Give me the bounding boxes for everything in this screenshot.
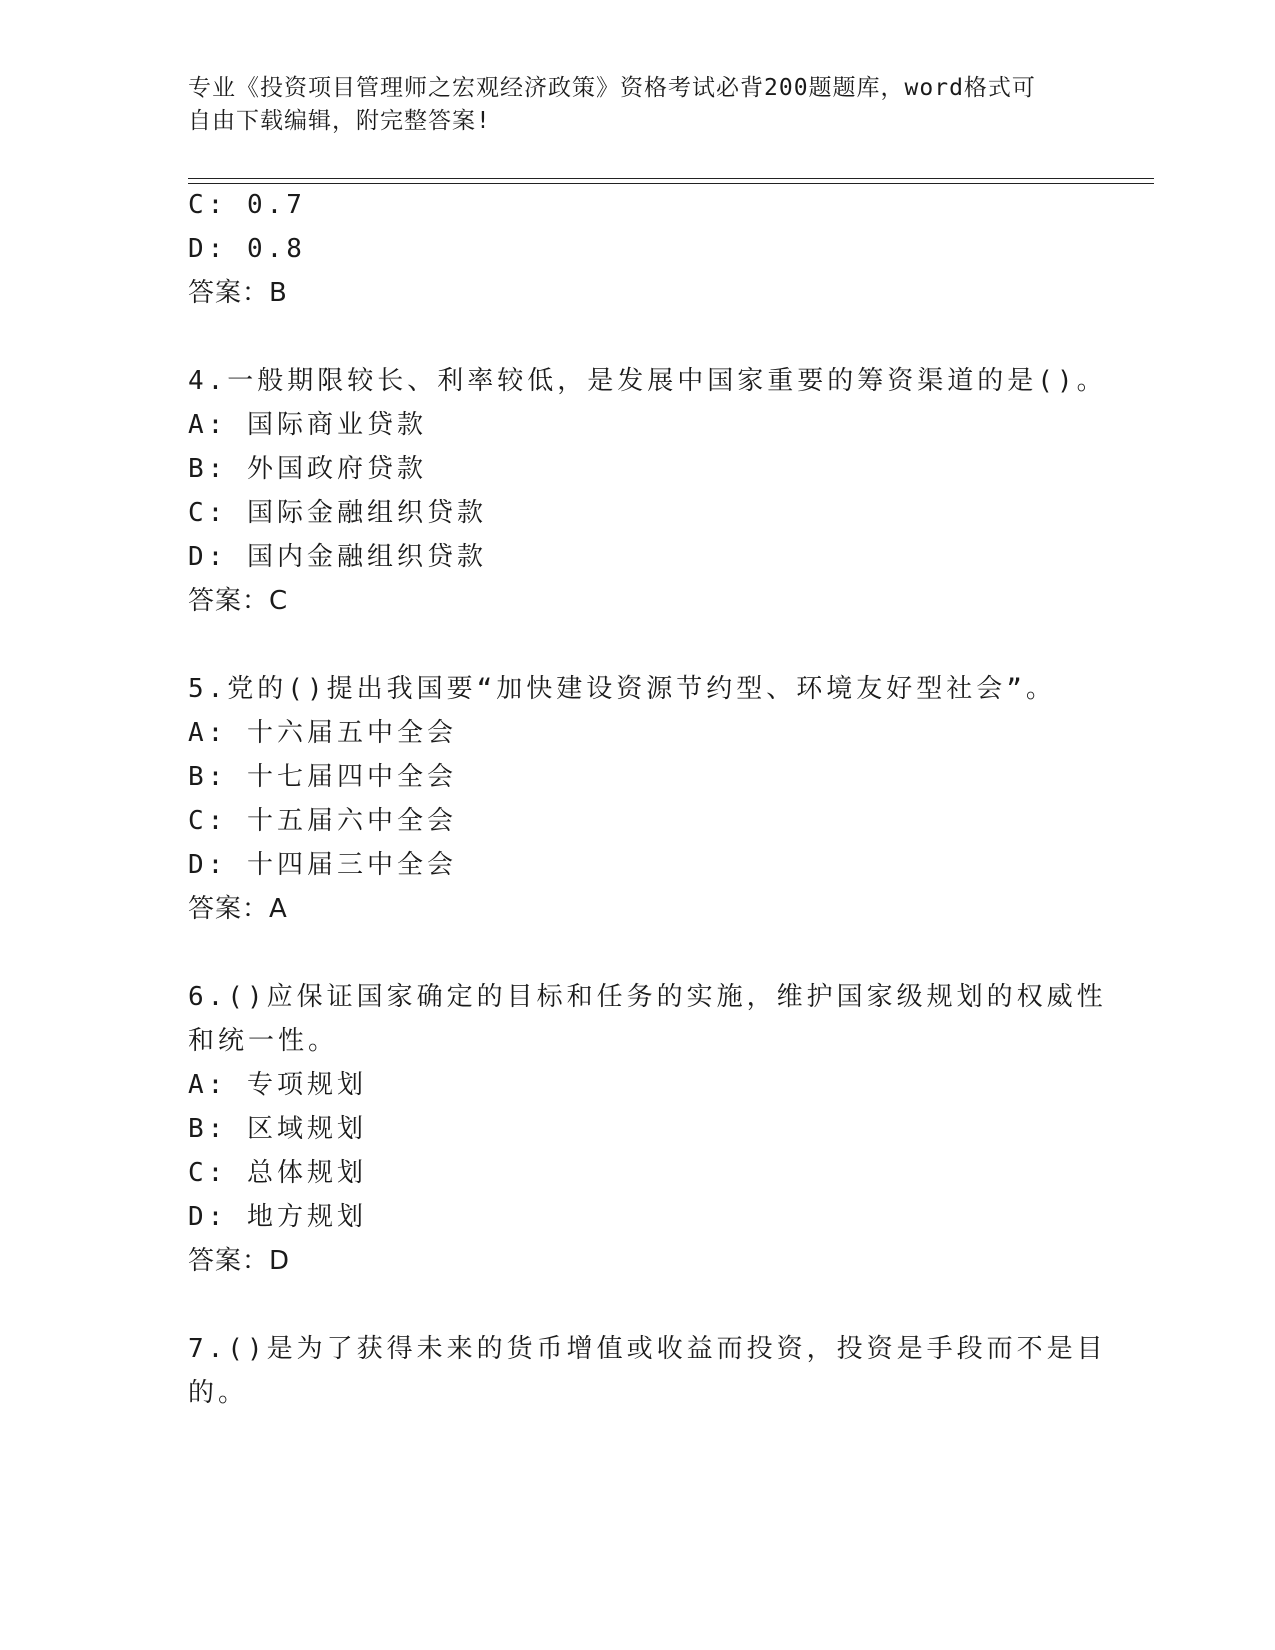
q4-stem: 4.一般期限较长、利率较低，是发展中国家重要的筹资渠道的是()。	[188, 366, 1107, 396]
header-rule-top	[188, 178, 1154, 179]
q3-option-c: C: 0.7	[188, 190, 306, 220]
q4-answer: 答案：C	[188, 586, 289, 616]
q3-answer: 答案：B	[188, 278, 288, 308]
q6-option-d: D: 地方规划	[188, 1202, 367, 1232]
q5-option-a: A: 十六届五中全会	[188, 718, 457, 748]
q6-option-c: C: 总体规划	[188, 1158, 367, 1188]
q5-stem: 5.党的()提出我国要“加快建设资源节约型、环境友好型社会”。	[188, 674, 1056, 704]
q6-option-b: B: 区域规划	[188, 1114, 367, 1144]
header-rule-bottom	[188, 183, 1154, 184]
q4-option-a: A: 国际商业贷款	[188, 410, 427, 440]
q5-option-d: D: 十四届三中全会	[188, 850, 457, 880]
q5-answer: 答案：A	[188, 894, 288, 924]
q5-option-c: C: 十五届六中全会	[188, 806, 457, 836]
header-line-1: 专业《投资项目管理师之宏观经济政策》资格考试必背200题题库，word格式可	[188, 75, 1036, 101]
q4-option-c: C: 国际金融组织贷款	[188, 498, 487, 528]
q4-option-b: B: 外国政府贷款	[188, 454, 427, 484]
q6-stem-line-1: 6.()应保证国家确定的目标和任务的实施，维护国家级规划的权威性	[188, 982, 1107, 1012]
q4-option-d: D: 国内金融组织贷款	[188, 542, 487, 572]
q6-stem-line-2: 和统一性。	[188, 1026, 339, 1056]
q3-option-d: D: 0.8	[188, 234, 306, 264]
header-line-2: 自由下载编辑，附完整答案!	[188, 108, 491, 134]
q6-answer: 答案：D	[188, 1246, 291, 1276]
q5-option-b: B: 十七届四中全会	[188, 762, 457, 792]
document-header	[188, 72, 1068, 138]
q6-option-a: A: 专项规划	[188, 1070, 367, 1100]
q7-stem-line-2: 的。	[188, 1378, 249, 1408]
q7-stem-line-1: 7.()是为了获得未来的货币增值或收益而投资，投资是手段而不是目	[188, 1334, 1107, 1364]
